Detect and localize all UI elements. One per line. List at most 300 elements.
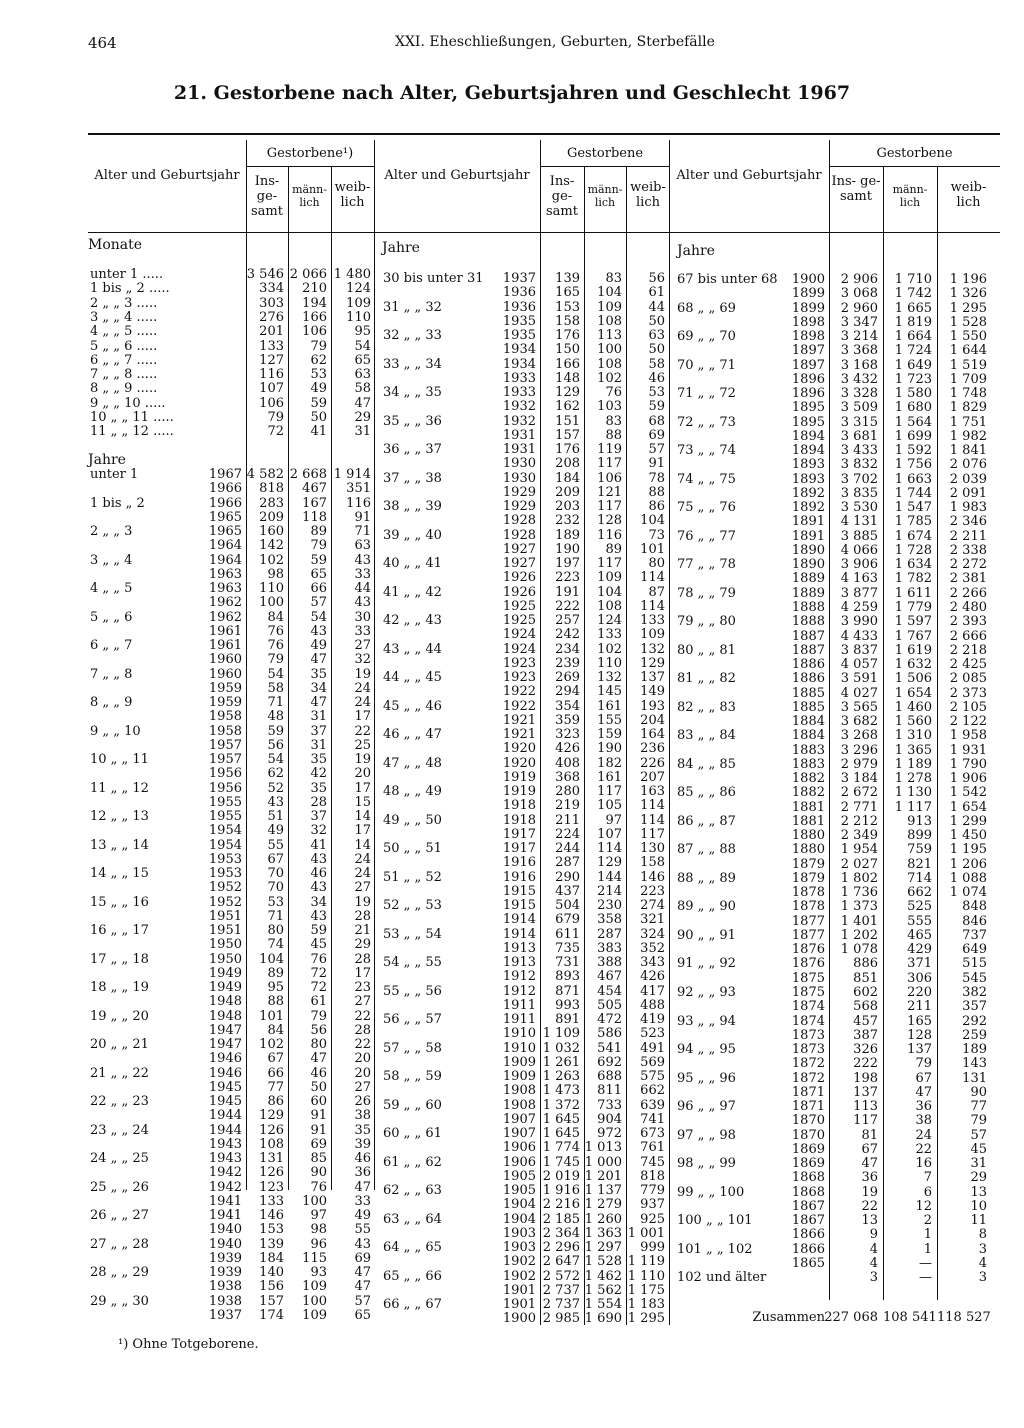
row-weiblich: 1 958 (949, 728, 987, 744)
row-year: 1914 (502, 926, 536, 942)
row-maennlich: 899 (907, 828, 932, 844)
row-maennlich: 467 (597, 969, 622, 985)
row-maennlich: 214 (597, 883, 622, 899)
row-weiblich: 114 (640, 570, 665, 586)
row-label: 8 „ „ 9 (90, 695, 133, 710)
row-label: 87 „ „ 88 (677, 842, 736, 858)
row-label: 52 „ „ 53 (383, 898, 442, 913)
row-insgesamt: 2 960 (840, 300, 878, 316)
row-weiblich: 77 (970, 1099, 987, 1115)
row-maennlich: 1 597 (894, 614, 932, 630)
row-year: 1926 (502, 570, 536, 586)
row-year: 1872 (791, 1056, 825, 1072)
row-year: 1912 (502, 983, 536, 999)
row-insgesamt: 51 (267, 809, 284, 824)
row-weiblich: 43 (354, 552, 371, 568)
row-insgesamt: 886 (853, 956, 878, 972)
row-insgesamt: 133 (259, 1193, 284, 1209)
row-weiblich: 848 (962, 899, 987, 915)
row-year: 1902 (502, 1268, 536, 1284)
row-year: 1899 (791, 300, 825, 316)
row-year: 1955 (208, 794, 242, 810)
row-insgesamt: 232 (555, 513, 580, 529)
row-label: 11 „ „ 12 (90, 780, 149, 796)
row-insgesamt: 81 (861, 1127, 878, 1143)
row-weiblich: 28 (354, 1022, 371, 1038)
row-maennlich: 113 (597, 328, 622, 343)
row-weiblich: 292 (962, 1013, 987, 1029)
row-insgesamt: 22 (861, 1198, 878, 1214)
row-year: 1948 (208, 1008, 242, 1024)
row-label: 53 „ „ 54 (383, 926, 442, 942)
row-maennlich: 759 (907, 842, 932, 858)
row-weiblich: 14 (354, 837, 371, 853)
row-maennlich: 1 564 (894, 414, 932, 430)
row-insgesamt: 735 (555, 940, 580, 956)
row-label: 36 „ „ 37 (383, 442, 442, 457)
row-year: 1915 (502, 898, 536, 913)
row-weiblich: 63 (648, 328, 665, 343)
row-insgesamt: 3 184 (840, 771, 878, 787)
row-maennlich: 59 (310, 923, 327, 938)
row-maennlich: 1 728 (894, 542, 932, 558)
header-insgesamt-2: Ins- ge- samt (546, 174, 578, 219)
row-insgesamt: 106 (259, 395, 284, 411)
row-label: 86 „ „ 87 (677, 813, 736, 829)
row-maennlich: 91 (310, 1108, 327, 1124)
row-insgesamt: 1 774 (542, 1140, 580, 1156)
row-weiblich: 44 (354, 581, 371, 596)
row-insgesamt: 203 (555, 499, 580, 514)
row-insgesamt: 77 (267, 1079, 284, 1095)
row-maennlich: 1 767 (894, 628, 932, 644)
row-year: 1940 (208, 1236, 242, 1252)
row-label: 38 „ „ 39 (383, 499, 442, 514)
row-label: 58 „ „ 59 (383, 1069, 442, 1084)
row-maennlich: 1 785 (894, 514, 932, 530)
row-weiblich: 19 (354, 894, 371, 910)
row-label: 72 „ „ 73 (677, 414, 736, 430)
row-year: 1938 (208, 1293, 242, 1309)
row-weiblich: 114 (640, 598, 665, 614)
row-weiblich: 2 122 (949, 714, 987, 730)
row-maennlich: 182 (597, 755, 622, 771)
row-weiblich: 27 (354, 994, 371, 1010)
row-weiblich: 22 (354, 723, 371, 739)
row-insgesamt: 368 (555, 769, 580, 785)
row-label: 57 „ „ 58 (383, 1040, 442, 1056)
row-year: 1885 (791, 685, 825, 701)
row-weiblich: 2 085 (949, 671, 987, 687)
row-insgesamt: 3 368 (840, 343, 878, 359)
row-year: 1909 (502, 1054, 536, 1070)
row-year: 1924 (502, 641, 536, 657)
row-insgesamt: 2 212 (840, 813, 878, 829)
row-weiblich: 1 748 (949, 386, 987, 402)
row-weiblich: 1 183 (627, 1297, 665, 1312)
row-year: 1923 (502, 670, 536, 685)
row-label: 1 bis „ 2 (90, 495, 145, 511)
row-insgesamt: 54 (267, 752, 284, 767)
row-maennlich: 109 (302, 1279, 327, 1295)
column-rule-7 (669, 140, 670, 1325)
row-weiblich: 4 (978, 1255, 987, 1271)
row-maennlich: 88 (605, 427, 622, 443)
row-weiblich: 2 381 (949, 571, 987, 587)
row-year: 1925 (502, 613, 536, 628)
row-year: 1897 (791, 357, 825, 373)
row-year: 1928 (502, 527, 536, 543)
row-insgesamt: 3 296 (840, 742, 878, 758)
gestorbene-group-rule-3 (829, 166, 1000, 167)
row-weiblich: 1 914 (333, 467, 371, 482)
row-year: 1944 (208, 1108, 242, 1124)
row-weiblich: 1 326 (949, 286, 987, 302)
row-year: 1964 (208, 538, 242, 554)
row-insgesamt: 129 (259, 1108, 284, 1124)
header-alter-3: Alter und Geburtsjahr (676, 168, 822, 183)
row-year: 1938 (208, 1279, 242, 1295)
row-insgesamt: 3 906 (840, 557, 878, 573)
row-year: 1907 (502, 1111, 536, 1127)
row-maennlich: 41 (310, 424, 327, 440)
row-insgesamt: 280 (555, 784, 580, 799)
row-insgesamt: 2 572 (542, 1268, 580, 1284)
row-weiblich: 2 091 (949, 485, 987, 501)
row-weiblich: 71 (354, 524, 371, 539)
row-year: 1906 (502, 1140, 536, 1156)
row-weiblich: 21 (354, 923, 371, 938)
row-year: 1944 (208, 1122, 242, 1138)
row-label: 76 „ „ 77 (677, 528, 736, 544)
row-maennlich: 59 (310, 552, 327, 568)
row-year: 1885 (791, 699, 825, 715)
row-maennlich: 76 (605, 385, 622, 400)
row-insgesamt: 1 078 (840, 942, 878, 958)
row-weiblich: 259 (962, 1027, 987, 1043)
row-label: 78 „ „ 79 (677, 585, 736, 601)
row-insgesamt: 1 645 (542, 1111, 580, 1127)
row-insgesamt: 3 565 (840, 699, 878, 715)
row-maennlich: 371 (907, 956, 932, 972)
row-year: 1904 (502, 1197, 536, 1213)
row-weiblich: 29 (354, 937, 371, 953)
row-weiblich: 130 (640, 841, 665, 856)
row-maennlich: 43 (310, 623, 327, 639)
row-year: 1936 (502, 299, 536, 315)
row-year: 1903 (502, 1240, 536, 1255)
row-maennlich: 220 (907, 985, 932, 1000)
row-insgesamt: 3 (869, 1270, 878, 1286)
row-weiblich: 116 (346, 495, 371, 511)
row-insgesamt: 160 (259, 524, 284, 539)
row-insgesamt: 1 401 (840, 913, 878, 929)
row-weiblich: 131 (962, 1070, 987, 1086)
row-year: 1966 (208, 495, 242, 511)
row-maennlich: 59 (310, 395, 327, 411)
row-weiblich: 117 (640, 826, 665, 842)
row-label: 93 „ „ 94 (677, 1013, 736, 1029)
row-insgesamt: 166 (555, 356, 580, 372)
row-weiblich: 69 (648, 427, 665, 443)
row-maennlich: 97 (310, 1208, 327, 1223)
row-weiblich: 8 (978, 1227, 987, 1243)
row-year: 1941 (208, 1193, 242, 1209)
row-insgesamt: 84 (267, 1022, 284, 1038)
footnote: ¹) Ohne Totgeborene. (118, 1337, 259, 1352)
header-gestorbene-1: Gestorbene¹) (266, 146, 354, 161)
row-insgesamt: 891 (555, 1012, 580, 1027)
row-label: 24 „ „ 25 (90, 1151, 149, 1166)
row-label: 3 „ „ 4 ..... (90, 309, 158, 325)
row-insgesamt: 47 (861, 1156, 878, 1172)
row-maennlich: 102 (597, 370, 622, 386)
row-maennlich: 34 (310, 894, 327, 910)
row-maennlich: 118 (302, 509, 327, 525)
row-label: 40 „ „ 41 (383, 556, 442, 571)
row-label: 102 und älter (677, 1270, 767, 1286)
row-maennlich: 124 (597, 613, 622, 628)
row-maennlich: 102 (597, 641, 622, 657)
row-year: 1878 (791, 899, 825, 915)
row-weiblich: 1 982 (949, 428, 987, 444)
row-year: 1936 (502, 285, 536, 301)
row-weiblich: 47 (354, 395, 371, 411)
row-year: 1963 (208, 566, 242, 582)
row-weiblich: 1 119 (627, 1254, 665, 1270)
row-maennlich: 472 (597, 1012, 622, 1027)
row-weiblich: 2 266 (949, 585, 987, 601)
row-maennlich: 1 665 (894, 300, 932, 316)
row-insgesamt: 4 259 (840, 599, 878, 615)
row-maennlich: 85 (310, 1151, 327, 1166)
row-year: 1901 (502, 1282, 536, 1298)
row-maennlich: 89 (605, 541, 622, 557)
row-insgesamt: 1 202 (840, 927, 878, 943)
row-weiblich: 1 196 (949, 272, 987, 287)
row-label: 7 „ „ 8 ..... (90, 367, 158, 383)
row-year: 1879 (791, 870, 825, 886)
row-label: 9 „ „ 10 ..... (90, 395, 166, 411)
row-year: 1870 (791, 1127, 825, 1143)
row-maennlich: 1 779 (894, 599, 932, 615)
row-insgesamt: 4 163 (840, 571, 878, 587)
row-year: 1899 (791, 286, 825, 302)
row-maennlich: 137 (907, 1042, 932, 1058)
row-weiblich: 3 (978, 1241, 987, 1257)
row-label: 7 „ „ 8 (90, 666, 133, 682)
row-maennlich: 37 (310, 809, 327, 824)
row-year: 1896 (791, 386, 825, 402)
section-jahre-2: Jahre (382, 240, 420, 256)
row-maennlich: 1 189 (894, 756, 932, 772)
row-insgesamt: 2 349 (840, 828, 878, 844)
row-insgesamt: 4 057 (840, 657, 878, 673)
row-weiblich: 3 (978, 1270, 987, 1286)
row-year: 1871 (791, 1099, 825, 1115)
row-label: 27 „ „ 28 (90, 1236, 149, 1252)
row-weiblich: 19 (354, 666, 371, 682)
row-weiblich: 2 346 (949, 514, 987, 530)
row-insgesamt: 79 (267, 410, 284, 425)
row-insgesamt: 3 268 (840, 728, 878, 744)
row-weiblich: 1 751 (949, 414, 987, 430)
row-label: 45 „ „ 46 (383, 698, 442, 714)
row-insgesamt: 611 (555, 926, 580, 942)
row-insgesamt: 102 (259, 1037, 284, 1052)
row-maennlich: 35 (310, 752, 327, 767)
row-insgesamt: 137 (853, 1084, 878, 1100)
header-alter-1: Alter und Geburtsjahr (94, 168, 240, 183)
row-insgesamt: 52 (267, 780, 284, 796)
row-label: 39 „ „ 40 (383, 527, 442, 543)
row-label: 42 „ „ 43 (383, 613, 442, 628)
row-year: 1866 (791, 1227, 825, 1243)
row-label: 61 „ „ 62 (383, 1154, 442, 1170)
row-insgesamt: 76 (267, 638, 284, 653)
row-insgesamt: 2 296 (542, 1240, 580, 1255)
row-insgesamt: 189 (555, 527, 580, 543)
row-weiblich: 2 272 (949, 557, 987, 573)
row-year: 1881 (791, 799, 825, 815)
row-weiblich: 1 709 (949, 371, 987, 387)
row-maennlich: 913 (907, 813, 932, 829)
row-insgesamt: 209 (259, 509, 284, 525)
header-gestorbene-2: Gestorbene (566, 146, 644, 161)
row-maennlich: 104 (597, 285, 622, 301)
row-maennlich: 1 654 (894, 685, 932, 701)
row-year: 1927 (502, 541, 536, 557)
row-maennlich: 35 (310, 780, 327, 796)
row-year: 1881 (791, 813, 825, 829)
row-label: 73 „ „ 74 (677, 443, 736, 459)
row-weiblich: 54 (354, 338, 371, 354)
row-insgesamt: 76 (267, 623, 284, 639)
row-maennlich: 1 710 (894, 272, 932, 287)
row-year: 1932 (502, 413, 536, 429)
row-year: 1888 (791, 614, 825, 630)
row-insgesamt: 70 (267, 866, 284, 881)
row-insgesamt: 165 (555, 285, 580, 301)
row-maennlich: 161 (597, 769, 622, 785)
header-maennlich-2: männ- lich (587, 183, 623, 209)
row-insgesamt: 53 (267, 894, 284, 910)
row-maennlich: 586 (597, 1026, 622, 1042)
row-weiblich: 63 (354, 538, 371, 554)
row-weiblich: 69 (354, 1250, 371, 1266)
row-year: 1946 (208, 1051, 242, 1067)
row-weiblich: 569 (640, 1054, 665, 1070)
row-year: 1904 (502, 1211, 536, 1227)
row-weiblich: 2 076 (949, 457, 987, 473)
row-label: 15 „ „ 16 (90, 894, 149, 910)
row-maennlich: 714 (907, 870, 932, 886)
row-maennlich: 115 (302, 1250, 327, 1266)
row-insgesamt: 129 (555, 385, 580, 400)
row-insgesamt: 731 (555, 955, 580, 970)
row-weiblich: 382 (962, 985, 987, 1000)
row-insgesamt: 1 736 (840, 885, 878, 901)
row-year: 1947 (208, 1022, 242, 1038)
row-weiblich: 2 666 (949, 628, 987, 644)
row-weiblich: 1 001 (627, 1225, 665, 1241)
row-insgesamt: 174 (259, 1307, 284, 1323)
row-label: 56 „ „ 57 (383, 1012, 442, 1027)
row-label: 75 „ „ 76 (677, 500, 736, 516)
row-maennlich: 100 (302, 1193, 327, 1209)
row-maennlich: 69 (310, 1136, 327, 1152)
row-label: 99 „ „ 100 (677, 1184, 745, 1200)
row-insgesamt: 3 877 (840, 585, 878, 601)
row-insgesamt: 123 (259, 1179, 284, 1195)
row-insgesamt: 79 (267, 652, 284, 668)
row-insgesamt: 3 168 (840, 357, 878, 373)
row-insgesamt: 140 (259, 1265, 284, 1280)
row-label: 91 „ „ 92 (677, 956, 736, 972)
row-weiblich: 57 (354, 1293, 371, 1309)
row-insgesamt: 3 546 (246, 267, 284, 282)
row-year: 1917 (502, 826, 536, 842)
row-weiblich: 204 (640, 712, 665, 728)
row-maennlich: 1 680 (894, 400, 932, 416)
row-label: 97 „ „ 98 (677, 1127, 736, 1143)
row-label: 49 „ „ 50 (383, 812, 442, 828)
row-maennlich: 34 (310, 680, 327, 696)
row-weiblich: 2 039 (949, 471, 987, 487)
row-insgesamt: 1 372 (542, 1097, 580, 1113)
row-insgesamt: 55 (267, 837, 284, 853)
gestorbene-group-rule-2 (540, 166, 670, 167)
row-insgesamt: 117 (853, 1113, 878, 1129)
row-weiblich: 417 (640, 983, 665, 999)
row-weiblich: 29 (970, 1170, 987, 1186)
row-label: 10 „ „ 11 (90, 752, 149, 767)
row-maennlich: 103 (597, 399, 622, 415)
row-year: 1908 (502, 1097, 536, 1113)
row-weiblich: 45 (970, 1141, 987, 1157)
row-label: 5 „ „ 6 (90, 609, 133, 625)
row-maennlich: 36 (915, 1099, 932, 1115)
row-weiblich: 22 (354, 1037, 371, 1052)
row-weiblich: 673 (640, 1126, 665, 1141)
row-weiblich: 20 (354, 766, 371, 782)
row-maennlich: 109 (302, 1307, 327, 1323)
row-insgesamt: 184 (555, 470, 580, 486)
row-label: 100 „ „ 101 (677, 1213, 753, 1229)
row-year: 1951 (208, 908, 242, 924)
row-label: 13 „ „ 14 (90, 837, 149, 853)
row-label: 35 „ „ 36 (383, 413, 442, 429)
row-weiblich: 2 105 (949, 699, 987, 715)
row-insgesamt: 2 019 (542, 1168, 580, 1184)
row-maennlich: 12 (915, 1198, 932, 1214)
row-year: 1913 (502, 940, 536, 956)
row-insgesamt: 2 737 (542, 1297, 580, 1312)
row-insgesamt: 1 373 (840, 899, 878, 915)
row-label: 96 „ „ 97 (677, 1099, 736, 1115)
row-insgesamt: 257 (555, 613, 580, 628)
row-insgesamt: 2 216 (542, 1197, 580, 1213)
row-year: 1878 (791, 885, 825, 901)
row-year: 1927 (502, 556, 536, 571)
row-weiblich: 226 (640, 755, 665, 771)
row-year: 1868 (791, 1170, 825, 1186)
row-label: 55 „ „ 56 (383, 983, 442, 999)
row-insgesamt: 36 (861, 1170, 878, 1186)
row-year: 1887 (791, 642, 825, 658)
row-maennlich: 117 (597, 556, 622, 571)
row-maennlich: 41 (310, 837, 327, 853)
